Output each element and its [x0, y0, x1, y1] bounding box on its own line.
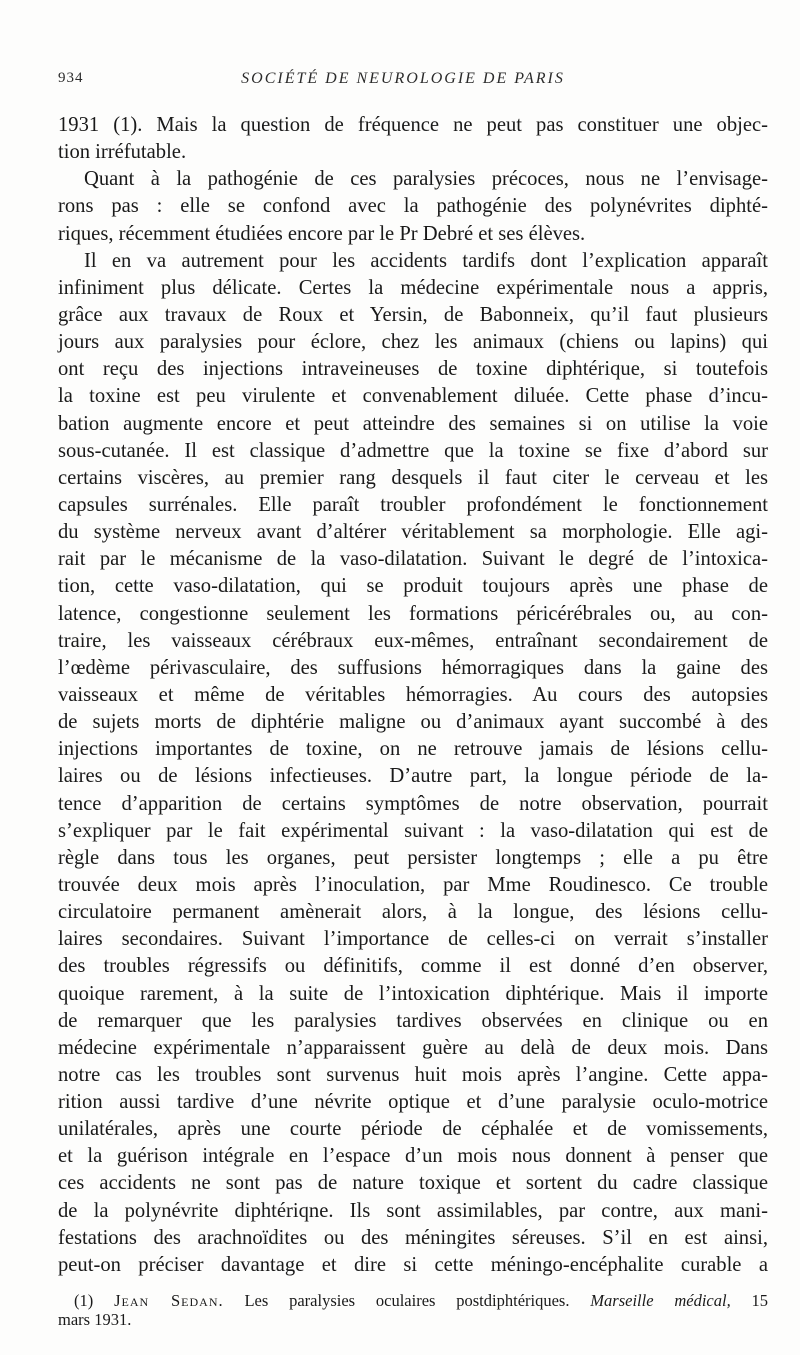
text-line: peut-on préciser davantage et dire si cette méningo-encéphalite curable a [58, 1253, 768, 1276]
text-line: et la guérison intégrale en l’espace d’un mois nous donnent à penser que [58, 1145, 768, 1168]
text-line: de remarquer que les paralysies tardives observées en clinique ou en [58, 1009, 768, 1032]
text-line: rons pas : elle se confond avec la pathogénie des polynévrites diphté- [58, 195, 768, 218]
page-number: 934 [58, 70, 84, 86]
text-line: laires secondaires. Suivant l’importance de celles-ci on verrait s’installer [58, 928, 768, 951]
text-line: unilatérales, après une courte période de céphalée et de vomissements, [58, 1118, 768, 1141]
text-line: riques, récemment étudiées encore par le Pr Debré et ses élèves. [58, 222, 586, 245]
text-line: l’œdème périvasculaire, des suffusions hémorragiques dans la gaine des [58, 656, 768, 679]
text-line: rait par le mécanisme de la vaso-dilatation. Suivant le degré de l’intoxica- [58, 548, 768, 571]
text-line: de la polynévrite diphtériqne. Ils sont assimilables, par contre, aux mani- [58, 1199, 768, 1222]
text-line: ces accidents ne sont pas de nature toxique et sortent du cadre classique [58, 1172, 768, 1195]
text-line: certains viscères, au premier rang desquels il faut citer le cerveau et les [58, 466, 768, 489]
text-line: règle dans tous les organes, peut persister longtemps ; elle a pu être [58, 846, 768, 869]
text-line: grâce aux travaux de Roux et Yersin, de Babonneix, qu’il faut plusieurs [58, 303, 768, 326]
text-line: Il en va autrement pour les accidents tardifs dont l’explication apparaît [84, 249, 768, 272]
body-text [58, 112, 768, 1279]
text-line: tence d’apparition de certains symptômes de notre observation, pourrait [58, 792, 768, 815]
text-line: jours aux paralysies pour éclore, chez les animaux (chiens ou lapins) qui [58, 331, 768, 354]
text-line: bation augmente encore et peut atteindre des semaines si on utilise la voie [58, 412, 768, 435]
running-head [58, 70, 748, 96]
text-line: trouvée deux mois après l’inoculation, par Mme Roudinesco. Ce trouble [58, 873, 768, 896]
footnote-date-day: 15 [751, 1291, 769, 1310]
footnote-author: Jean Sedan. [114, 1291, 224, 1310]
text-line: circulatoire permanent amènerait alors, à la longue, des lésions cellu- [58, 901, 768, 924]
text-line: Quant à la pathogénie de ces paralysies précoces, nous ne l’envisage- [84, 168, 768, 191]
text-line: latence, congestionne seulement les formations péricérébrales ou, au con- [58, 602, 768, 625]
text-line: notre cas les troubles sont survenus huit mois après l’angine. Cette appa- [58, 1063, 768, 1086]
text-line: injections importantes de toxine, on ne retrouve jamais de lésions cellu- [58, 738, 768, 761]
text-line: tion irréfutable. [58, 141, 187, 164]
text-line: traire, les vaisseaux cérébraux eux-mêmes, entraînant secondairement de [58, 629, 768, 652]
text-line: capsules surrénales. Elle paraît troubler profondément le fonctionnement [58, 493, 768, 516]
text-line: vaisseaux et même de véritables hémorragies. Au cours des autopsies [58, 683, 768, 706]
text-line: ont reçu des injections intraveineuses de toxine diphtérique, si toutefois [58, 358, 768, 381]
footnote-date-month: mars 1931. [58, 1310, 132, 1329]
text-line: s’expliquer par le fait expérimental suivant : la vaso-dilatation qui est de [58, 819, 768, 842]
text-line: du système nerveux avant d’altérer véritablement sa morphologie. Elle agi- [58, 521, 768, 544]
footnote-line [58, 1310, 768, 1329]
text-line: la toxine est peu virulente et convenablement diluée. Cette phase d’incu- [58, 385, 768, 408]
footnote-line [58, 1291, 768, 1310]
text-line: de sujets morts de diphtérie maligne ou d’animaux ayant succombé à des [58, 711, 768, 734]
text-line: infiniment plus délicate. Certes la médecine expérimentale nous a appris, [58, 276, 768, 299]
text-line: festations des arachnoïdites ou des méningites séreuses. S’il en est ainsi, [58, 1226, 768, 1249]
footnote-journal: Marseille médical, [590, 1291, 731, 1310]
text-line: sous-cutanée. Il est classique d’admettre que la toxine se fixe d’abord sur [58, 439, 768, 462]
text-line: laires ou de lésions infectieuses. D’autre part, la longue période de la- [58, 765, 768, 788]
running-title: SOCIÉTÉ DE NEUROLOGIE DE PARIS [241, 70, 565, 87]
text-line: médecine expérimentale n’apparaissent guère au delà de deux mois. Dans [58, 1036, 768, 1059]
footnote-title: Les paralysies oculaires postdiphtériques. [244, 1291, 570, 1310]
text-line: 1931 (1). Mais la question de fréquence ne peut pas constituer une objec- [58, 114, 768, 136]
footnote [58, 1291, 768, 1329]
text-line: tion, cette vaso-dilatation, qui se produit toujours après une phase de [58, 575, 768, 598]
text-line: quoique rarement, à la suite de l’intoxication diphtérique. Mais il importe [58, 982, 768, 1005]
text-line: des troubles régressifs ou définitifs, comme il est donné d’en observer, [58, 955, 768, 978]
text-line: rition aussi tardive d’une névrite optique et d’une paralysie oculo-motrice [58, 1091, 768, 1114]
footnote-marker: (1) [74, 1291, 94, 1310]
